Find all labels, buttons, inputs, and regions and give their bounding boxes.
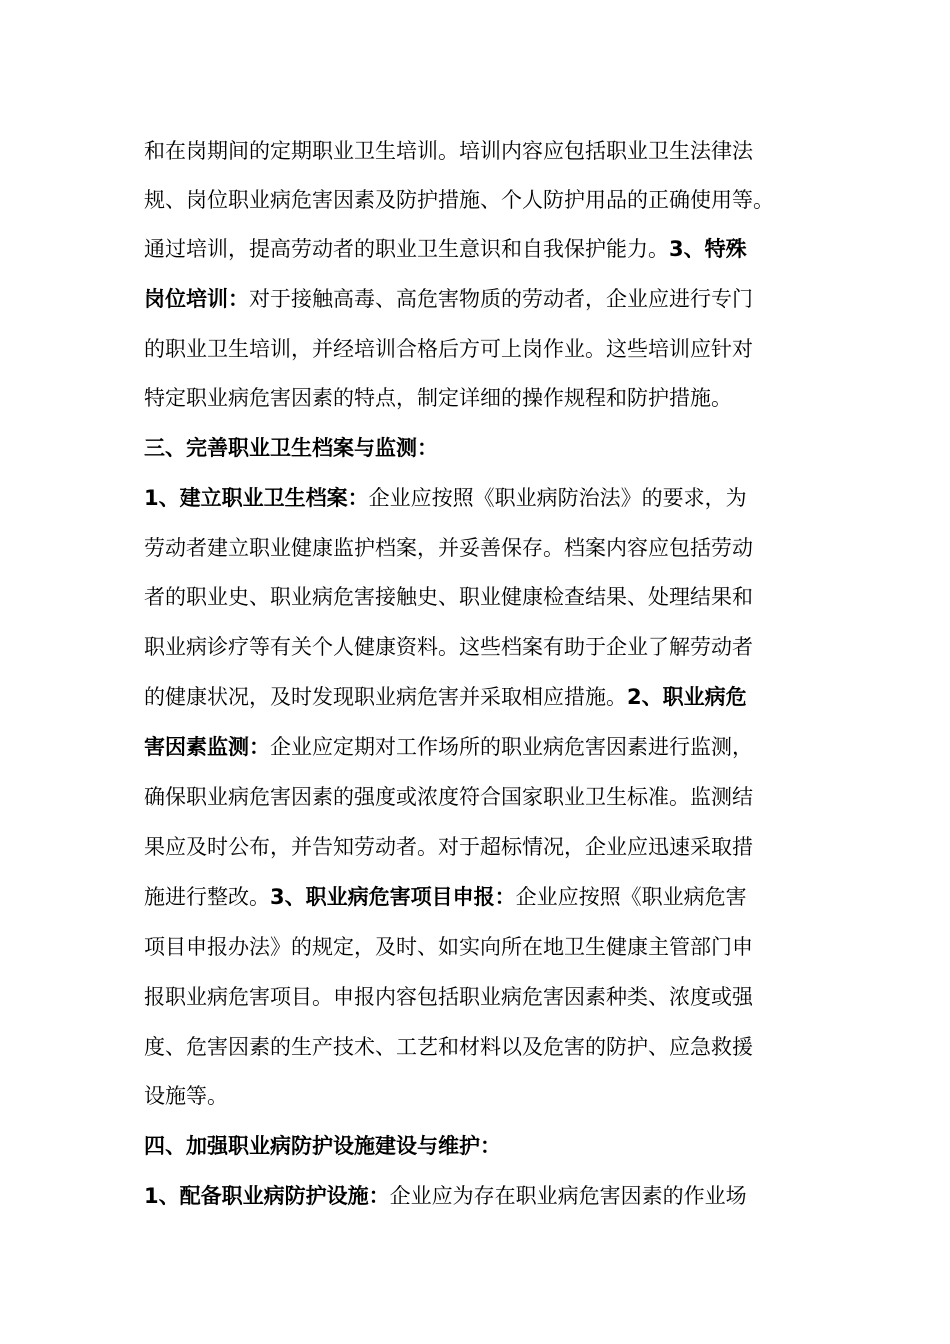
document-page: [144, 0, 820, 1344]
body-text-line: 项目申报办法》的规定，及时、如实向所在地卫生健康主管部门申: [144, 935, 753, 959]
body-text-line: 确保职业病危害因素的强度或浓度符合国家职业卫生标准。监测结: [144, 785, 753, 809]
body-text: 企业应按照《职业病危害: [515, 885, 747, 909]
body-text-line: 职业病诊疗等有关个人健康资料。这些档案有助于企业了解劳动者: [144, 635, 753, 659]
body-text-line: 和在岗期间的定期职业卫生培训。培训内容应包括职业卫生法律法: [144, 139, 753, 163]
body-text-line: [144, 231, 747, 267]
body-text-line: 果应及时公布，并告知劳动者。对于超标情况，企业应迅速采取措: [144, 835, 753, 859]
body-text: 企业应定期对工作场所的职业病危害因素进行监测，: [270, 735, 753, 759]
body-text: 通过培训，提高劳动者的职业卫生意识和自我保护能力。: [144, 237, 669, 261]
item-heading-special-post-training: 3、特殊: [669, 237, 747, 261]
body-text: 企业应为存在职业病危害因素的作业场: [389, 1184, 747, 1208]
item-heading-protective-facilities: 1、配备职业病防护设施：: [144, 1184, 390, 1208]
body-text-line: [144, 729, 753, 765]
body-text-line: [144, 679, 747, 715]
body-text: 企业应按照《职业病防治法》的要求，为: [368, 486, 747, 510]
body-text: 施进行整改。: [144, 885, 270, 909]
item-heading-hazard-declaration: 3、职业病危害项目申报：: [270, 885, 516, 909]
body-text-line: [144, 480, 747, 516]
item-heading-hazard-monitoring-cont: 害因素监测：: [144, 735, 270, 759]
section-heading-3: 三、完善职业卫生档案与监测：: [144, 436, 438, 460]
body-text-line: 度、危害因素的生产技术、工艺和材料以及危害的防护、应急救援: [144, 1035, 753, 1059]
body-text-line: [144, 1178, 747, 1214]
body-text-line: 规、岗位职业病危害因素及防护措施、个人防护用品的正确使用等。: [144, 188, 774, 212]
body-text-line: [144, 879, 747, 915]
item-heading-special-post-training-cont: 岗位培训：: [144, 287, 249, 311]
body-text-line: 设施等。: [144, 1084, 228, 1108]
body-text-line: 者的职业史、职业病危害接触史、职业健康检查结果、处理结果和: [144, 585, 753, 609]
item-heading-health-records: 1、建立职业卫生档案：: [144, 486, 369, 510]
body-text-line: 特定职业病危害因素的特点，制定详细的操作规程和防护措施。: [144, 386, 732, 410]
body-text: 对于接触高毒、高危害物质的劳动者，企业应进行专门: [249, 287, 753, 311]
body-text-line: 劳动者建立职业健康监护档案，并妥善保存。档案内容应包括劳动: [144, 536, 753, 560]
body-text-line: [144, 281, 753, 317]
body-text-line: 报职业病危害项目。申报内容包括职业病危害因素种类、浓度或强: [144, 985, 753, 1009]
body-text-line: 的职业卫生培训，并经培训合格后方可上岗作业。这些培训应针对: [144, 337, 753, 361]
body-text: 的健康状况，及时发现职业病危害并采取相应措施。: [144, 685, 627, 709]
item-heading-hazard-monitoring: 2、职业病危: [627, 685, 747, 709]
section-heading-4: 四、加强职业病防护设施建设与维护：: [144, 1134, 501, 1158]
